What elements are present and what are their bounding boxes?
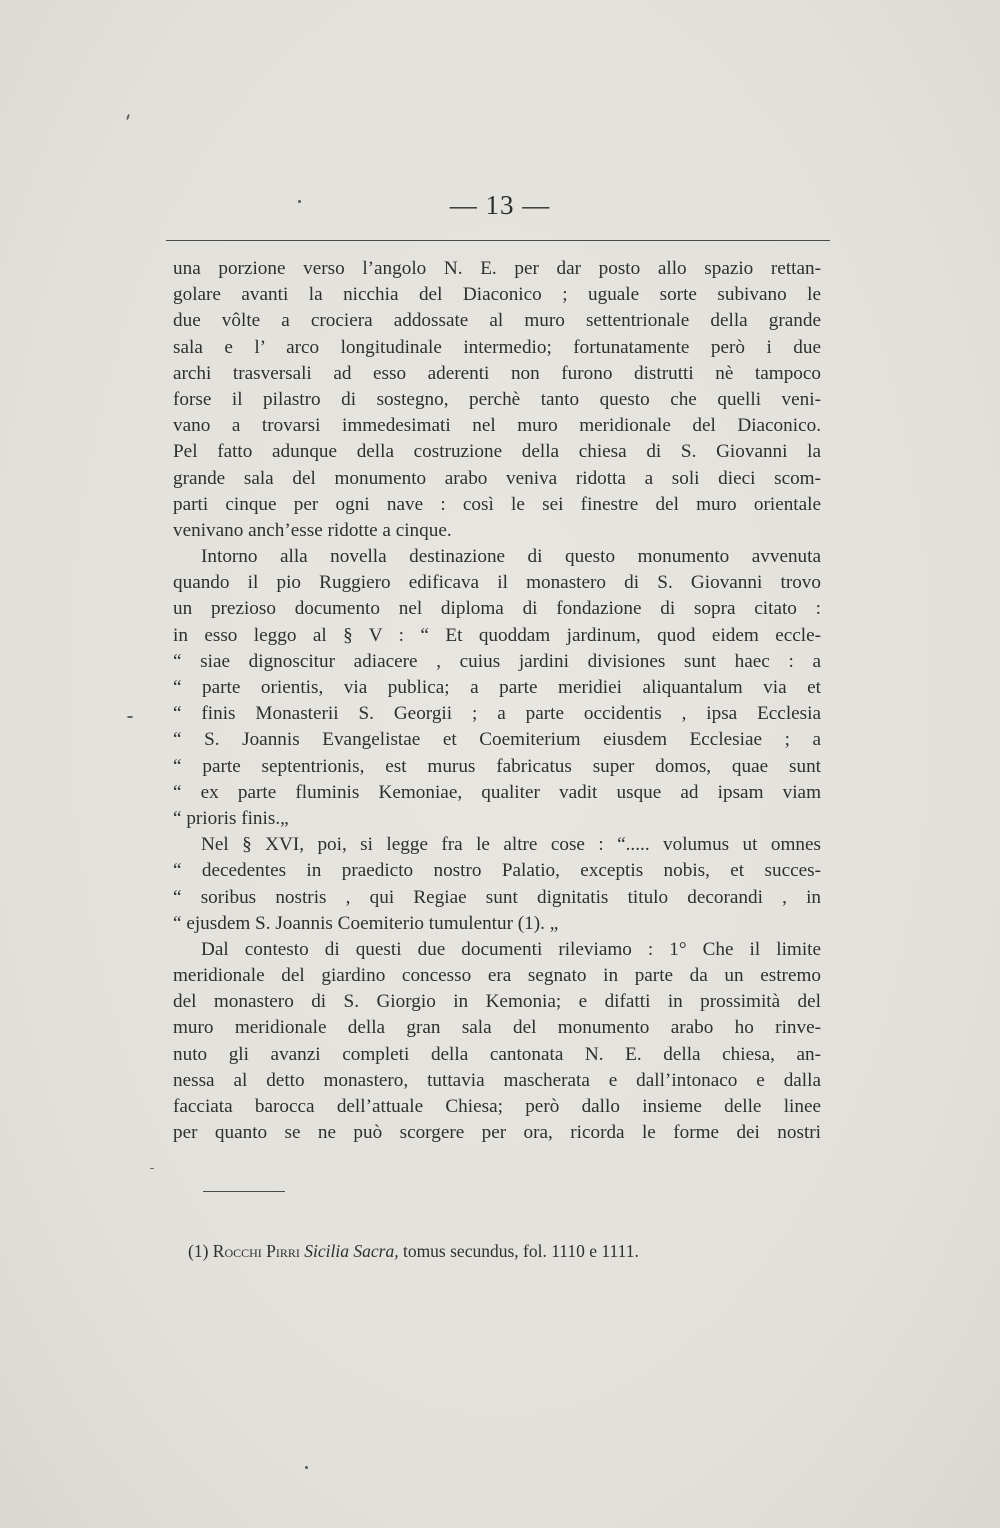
text-line: golare avanti la nicchia del Diaconico ; uguale sorte subivano le	[173, 284, 821, 306]
text-line: Pel fatto adunque della costruzione della chiesa di S. Giovanni la	[173, 441, 821, 463]
print-speck	[298, 200, 301, 203]
text-line: facciata barocca dell’attuale Chiesa; però dallo insieme delle linee	[173, 1096, 821, 1117]
footnote-work: Sicilia Sacra,	[304, 1241, 399, 1261]
text-line: nuto gli avanzi completi della cantonata N. E. della chiesa, an-	[173, 1043, 821, 1065]
text-line: vano a trovarsi immedesimati nel muro meridionale del Diaconico.	[173, 415, 821, 437]
text-line: “ S. Joannis Evangelistae et Coemiterium eiusdem Ecclesiae ; a	[173, 729, 821, 751]
text-line: archi trasversali ad esso aderenti non furono distrutti nè tampoco	[173, 362, 821, 384]
text-line: Nel § XVI, poi, si legge fra le altre cose : “..... volumus ut omnes	[201, 834, 821, 856]
text-line: “ soribus nostris , qui Regiae sunt dignitatis titulo decorandi , in	[173, 886, 821, 908]
print-speck	[127, 716, 133, 718]
text-line: “ parte septentrionis, est murus fabricatus super domos, quae sunt	[173, 755, 821, 777]
text-line: parti cinque per ogni nave : così le sei finestre del muro orientale	[173, 493, 821, 515]
text-line: “ parte orientis, via publica; a parte meridiei aliquantalum via et	[173, 677, 821, 698]
text-line: “ ejusdem S. Joannis Coemiterio tumulentur (1). „	[173, 912, 559, 934]
text-line: sala e l’ arco longitudinale intermedio; fortunatamente però i due	[173, 336, 821, 358]
body-text	[173, 256, 821, 1146]
text-line: forse il pilastro di sostegno, perchè tanto questo che quelli veni-	[173, 388, 821, 410]
text-line: muro meridionale della gran sala del monumento arabo ho rinve-	[173, 1017, 821, 1039]
footnote-author: Rocchi Pirri	[212, 1241, 300, 1261]
text-line: in esso leggo al § V : “ Et quoddam jardinum, quod eidem eccle-	[173, 624, 821, 646]
text-line: nessa al detto monastero, tuttavia mascherata e dall’intonaco e dalla	[173, 1069, 821, 1091]
header-rule	[166, 240, 830, 241]
text-line: Intorno alla novella destinazione di questo monumento avvenuta	[201, 546, 821, 568]
text-line: quando il pio Ruggiero edificava il monastero di S. Giovanni trovo	[173, 572, 821, 594]
text-line: “ ex parte fluminis Kemoniae, qualiter vadit usque ad ipsam viam	[173, 781, 821, 803]
text-line: una porzione verso l’angolo N. E. per dar posto allo spazio rettan-	[173, 258, 821, 279]
text-line: “ siae dignoscitur adiacere , cuius jardini divisiones sunt haec : a	[173, 650, 821, 672]
text-line: “ prioris finis.„	[173, 807, 289, 829]
text-line: due vôlte a crociera addossate al muro settentrionale della grande	[173, 310, 821, 332]
text-line: grande sala del monumento arabo veniva ridotta a soli dieci scom-	[173, 467, 821, 489]
text-line: “ finis Monasterii S. Georgii ; a parte occidentis , ipsa Ecclesia	[173, 703, 821, 725]
text-line: “ decedentes in praedicto nostro Palatio, exceptis nobis, et succes-	[173, 860, 821, 882]
text-line: Dal contesto di questi due documenti rileviamo : 1° Che il limite	[201, 938, 821, 960]
print-speck	[126, 114, 130, 120]
text-line: meridionale del giardino concesso era segnato in parte da un estremo	[173, 965, 821, 987]
print-speck	[305, 1466, 308, 1469]
text-line: del monastero di S. Giorgio in Kemonia; e difatti in prossimità del	[173, 991, 821, 1013]
footnote-rule	[203, 1191, 285, 1192]
print-speck	[150, 1168, 154, 1169]
footnote-marker: (1)	[188, 1241, 209, 1261]
text-line: per quanto se ne può scorgere per ora, ricorda le forme dei nostri	[173, 1122, 821, 1144]
footnote-reference: tomus secundus, fol. 1110 e 1111.	[398, 1241, 639, 1261]
text-line: un prezioso documento nel diploma di fondazione di sopra citato :	[173, 598, 821, 620]
page-number: — 13 —	[449, 190, 551, 220]
footnote	[188, 1238, 828, 1264]
text-line: venivano anch’esse ridotte a cinque.	[173, 519, 452, 541]
